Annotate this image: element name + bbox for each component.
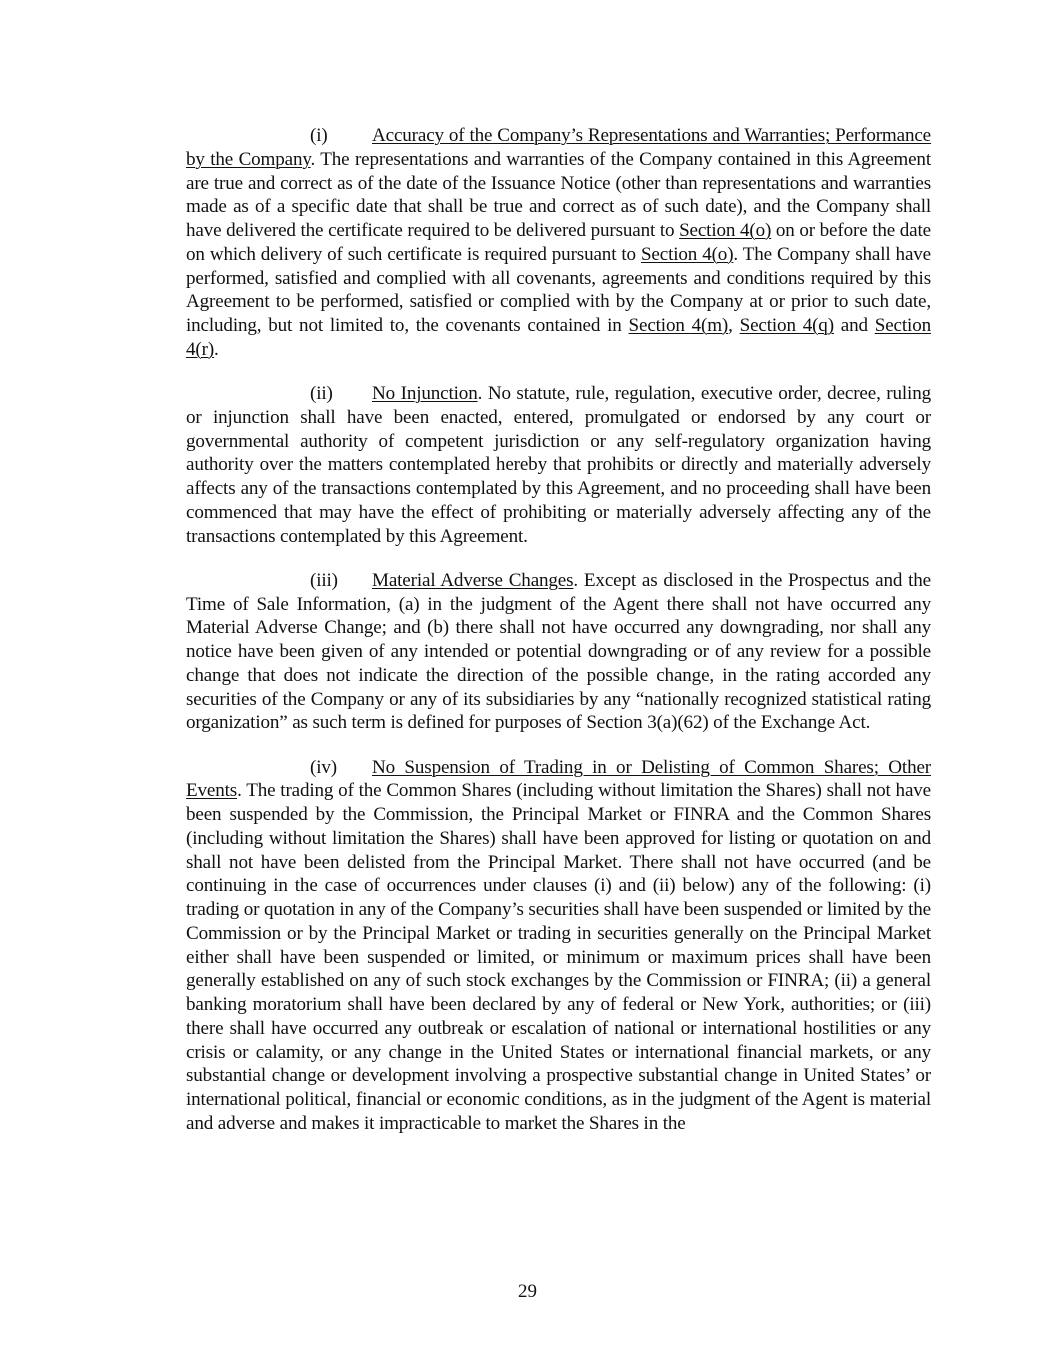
clause-text: . The trading of the Common Shares (including without limitation the Shares) shall not have been suspended by the Commission, the Principal Market or FINRA and the Common Shares (including without limitation the Shares) shall have been approved for listing or quotation on and shall not have been delisted from the Principal Market. There shall not have occurred (and be continuing in the case of occurrences under clauses (i) and (ii) below) any of the following: (i) trading or quotation in any of the Company’s securities shall have been suspended or limited by the Commission or by the Principal Market or trading in securities generally on the Principal Market either shall have been suspended or limited, or minimum or maximum prices shall have been generally established on any of such stock exchanges by the Commission or FINRA; (ii) a general banking moratorium shall have been declared by any of federal or New York, authorities; or (iii) there shall have occurred any outbreak or escalation of national or international hostilities or any crisis or calamity, or any change in the United States or international financial markets, or any substantial change or development involving a prospective substantial change in United States’ or international political, financial or economic conditions, as in the judgment of the Agent is material and adverse and makes it impracticable to market the Shares in the	[186, 780, 931, 1134]
clause-text: ,	[728, 315, 740, 336]
document-page	[186, 124, 931, 1156]
clause-label: (iv)	[310, 756, 337, 778]
clause-label: (i)	[310, 125, 328, 146]
section-reference: Section 4(o)	[679, 220, 772, 241]
paragraph-accuracy-of-representations	[186, 124, 931, 362]
clause-text: .	[214, 338, 219, 360]
page-number: 29	[518, 1281, 537, 1302]
clause-text: and	[833, 315, 875, 336]
clause-heading: Material Adverse Changes	[372, 569, 574, 591]
section-reference: Section 4(o)	[640, 243, 734, 265]
clause-heading: No Injunction	[372, 383, 478, 404]
clause-text: on or before the date on which delivery of such certificate is required pursuant to	[186, 220, 931, 265]
section-reference: Section 4(m)	[628, 315, 729, 336]
paragraph-material-adverse-changes	[186, 569, 931, 735]
paragraph-no-injunction	[186, 382, 931, 548]
clause-heading: Accuracy of the Company’s Representations and Warranties; Performance by the Company	[186, 125, 931, 170]
clause-label: (ii)	[310, 383, 333, 404]
clause-heading: No Suspension of Trading in or Delisting of Common Shares; Other Events	[186, 756, 931, 802]
clause-text: . The Company shall have performed, satisfied and complied with all covenants, agreements and conditions required by this Agreement to be performed, satisfied or complied with by the Company at or prior to such date, including, but not limited to, the covenants contained in	[186, 243, 931, 336]
clause-text: . Except as disclosed in the Prospectus and the Time of Sale Information, (a) in the judgment of the Agent there shall not have occurred any Material Adverse Change; and (b) there shall not have occurred any downgrading, nor shall any notice have been given of any intended or potential downgrading or of any review for a possible change that does not indicate the direction of the possible change, in the rating accorded any securities of the Company or any of its subsidiaries by any “nationally recognized statistical rating organization” as such term is defined for purposes of Section 3(a)(62) of the Exchange Act.	[186, 569, 931, 734]
section-reference: Section 4(r)	[186, 315, 931, 360]
clause-text: . No statute, rule, regulation, executive order, decree, ruling or injunction shall have been enacted, entered, promulgated or endorsed by any court or governmental authority of competent jurisdiction or any self-regulatory organization having authority over the matters contemplated hereby that prohibits or directly and materially adversely affects any of the transactions contemplated by this Agreement, and no proceeding shall have been commenced that may have the effect of prohibiting or materially adversely affecting any of the transactions contemplated by this Agreement.	[186, 383, 931, 547]
section-reference: Section 4(q)	[739, 315, 834, 336]
clause-label: (iii)	[310, 569, 338, 591]
paragraph-no-suspension-of-trading	[186, 756, 931, 1136]
clause-text: . The representations and warranties of the Company contained in this Agreement are true and correct as of the date of the Issuance Notice (other than representations and warranties made as of a specific date that shall be true and correct as of such date), and the Company shall have delivered the certificate required to be delivered pursuant to	[186, 148, 931, 241]
